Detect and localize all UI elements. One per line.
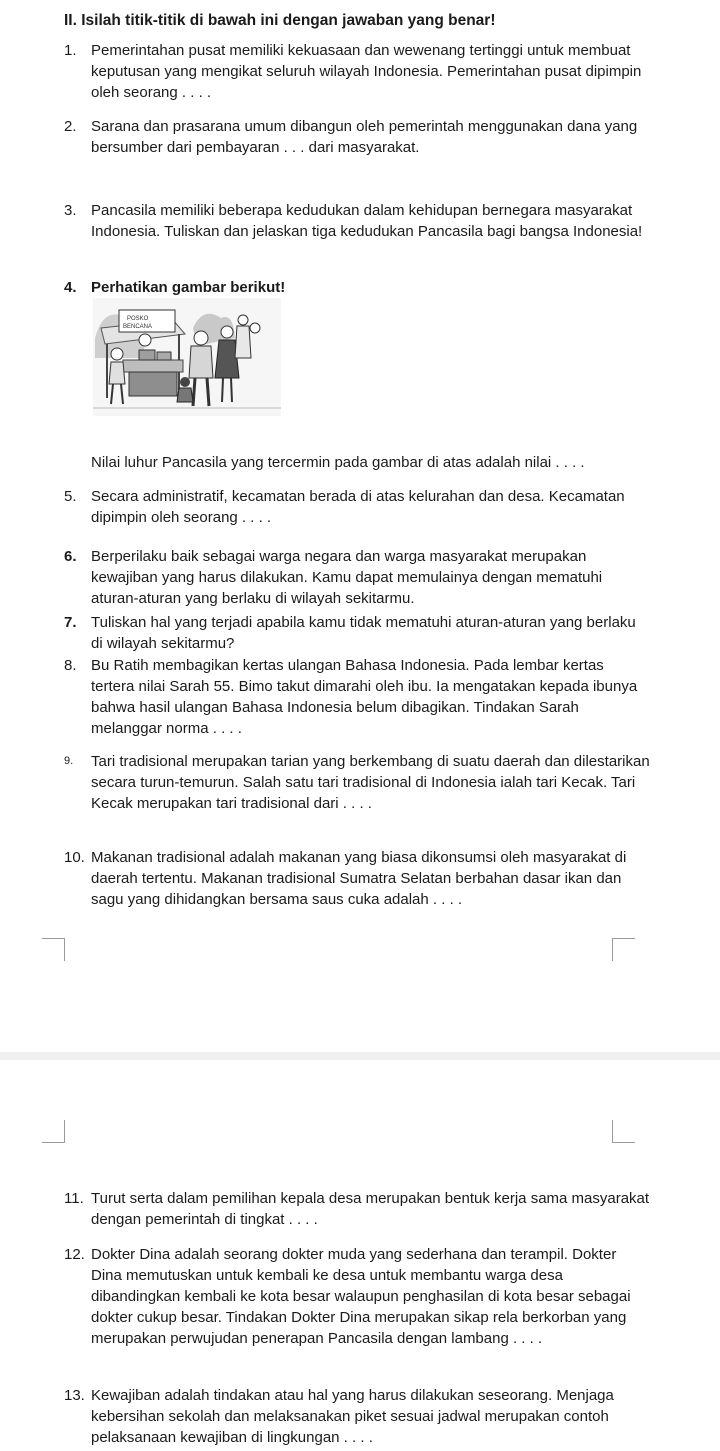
- question-2: [64, 116, 651, 158]
- question-text: Sarana dan prasarana umum dibangun oleh pemerintah menggunakan dana yang bersumber dari pembayaran . . . dari masyarakat.: [91, 118, 638, 156]
- question-4: [64, 277, 651, 298]
- question-text: Pemerintahan pusat memiliki kekuasaan dan wewenang tertinggi untuk membuat keputusan yang mengikat seluruh wilayah Indonesia. Pemerintahan pusat dipimpin oleh seorang . . . .: [91, 42, 642, 101]
- question-number: 8.: [64, 657, 77, 674]
- question-9: [64, 751, 651, 814]
- sign-text-2: BENCANA: [123, 324, 153, 330]
- question-3: [64, 200, 651, 242]
- question-text: Tari tradisional merupakan tarian yang berkembang di suatu daerah dan dilestarikan secara turun-temurun. Salah satu tari tradisional di Indonesia ialah tari Kecak. Tari Kecak merupakan tari tradisional dari . . . .: [91, 753, 650, 812]
- question-number: 12.: [64, 1246, 85, 1263]
- disaster-post-illustration: [93, 298, 281, 416]
- question-4-followup: Nilai luhur Pancasila yang tercermin pada gambar di atas adalah nilai . . . .: [91, 454, 585, 471]
- question-1: [64, 40, 651, 103]
- crop-mark-top-right: [612, 938, 635, 961]
- section-title: II. Isilah titik-titik di bawah ini dengan jawaban yang benar!: [64, 12, 496, 29]
- question-text: Dokter Dina adalah seorang dokter muda yang sederhana dan terampil. Dokter Dina memutuskan untuk kembali ke desa untuk membantu warga desa dibandingkan kembali ke kota besar walaupun penghasilan di kota besar sebagai dokter cukup besar. Tindakan Dokter Dina merupakan sikap rela berkorban yang merupakan perwujudan penerapan Pancasila dengan lambang . . . .: [91, 1246, 631, 1347]
- illustration-drawing: [93, 298, 281, 416]
- page-separator: [0, 1052, 720, 1060]
- question-number: 6.: [64, 548, 77, 565]
- worksheet-page-2: [0, 1060, 720, 1451]
- question-text: Pancasila memiliki beberapa kedudukan dalam kehidupan bernegara masyarakat Indonesia. Tuliskan dan jelaskan tiga kedudukan Pancasila bagi bangsa Indonesia!: [91, 202, 643, 240]
- question-13: [64, 1385, 651, 1448]
- question-6: [64, 546, 651, 609]
- question-text: Makanan tradisional adalah makanan yang biasa dikonsumsi oleh masyarakat di daerah tertentu. Makanan tradisional Sumatra Selatan berbahan dasar ikan dan sagu yang dihidangkan bersama saus cuka adalah . . . .: [91, 849, 627, 908]
- question-text: Bu Ratih membagikan kertas ulangan Bahasa Indonesia. Pada lembar kertas tertera nilai Sarah 55. Bimo takut dimarahi oleh ibu. Ia mengatakan kepada ibunya bahwa hasil ulangan Bahasa Indonesia belum dibagikan. Tindakan Sarah melanggar norma . . . .: [91, 657, 638, 737]
- sign-text-1: POSKO: [127, 316, 149, 322]
- crop-mark-top-left: [42, 938, 65, 961]
- question-number: 1.: [64, 42, 77, 59]
- question-number: 2.: [64, 118, 77, 135]
- question-7: [64, 612, 651, 654]
- question-text: Secara administratif, kecamatan berada di atas kelurahan dan desa. Kecamatan dipimpin oleh seorang . . . .: [91, 488, 625, 526]
- question-number: 11.: [64, 1190, 84, 1207]
- question-number: 5.: [64, 488, 77, 505]
- question-number: 3.: [64, 202, 77, 219]
- question-10: [64, 847, 651, 910]
- question-number: 7.: [64, 614, 77, 631]
- question-text: Berperilaku baik sebagai warga negara dan warga masyarakat merupakan kewajiban yang harus dilakukan. Kamu dapat memulainya dengan mematuhi aturan-aturan yang berlaku di wilayah sekitarmu.: [91, 548, 603, 607]
- question-11: [64, 1188, 651, 1230]
- crop-mark-bottom-left: [42, 1120, 65, 1143]
- question-8: [64, 655, 651, 739]
- question-text: Kewajiban adalah tindakan atau hal yang harus dilakukan seseorang. Menjaga kebersihan sekolah dan melaksanakan piket sesuai jadwal merupakan contoh pelaksanaan kewajiban di lingkungan . . . .: [91, 1387, 614, 1446]
- question-text: Perhatikan gambar berikut!: [91, 279, 286, 296]
- question-text: Tuliskan hal yang terjadi apabila kamu tidak mematuhi aturan-aturan yang berlaku di wilayah sekitarmu?: [91, 614, 636, 652]
- question-number: 4.: [64, 279, 77, 296]
- question-number: 10.: [64, 849, 85, 866]
- question-12: [64, 1244, 651, 1349]
- crop-mark-bottom-right: [612, 1120, 635, 1143]
- question-number: 13.: [64, 1387, 85, 1404]
- question-5: [64, 486, 651, 528]
- question-text: Turut serta dalam pemilihan kepala desa merupakan bentuk kerja sama masyarakat dengan pemerintah di tingkat . . . .: [91, 1190, 650, 1228]
- question-number: 9.: [64, 755, 74, 767]
